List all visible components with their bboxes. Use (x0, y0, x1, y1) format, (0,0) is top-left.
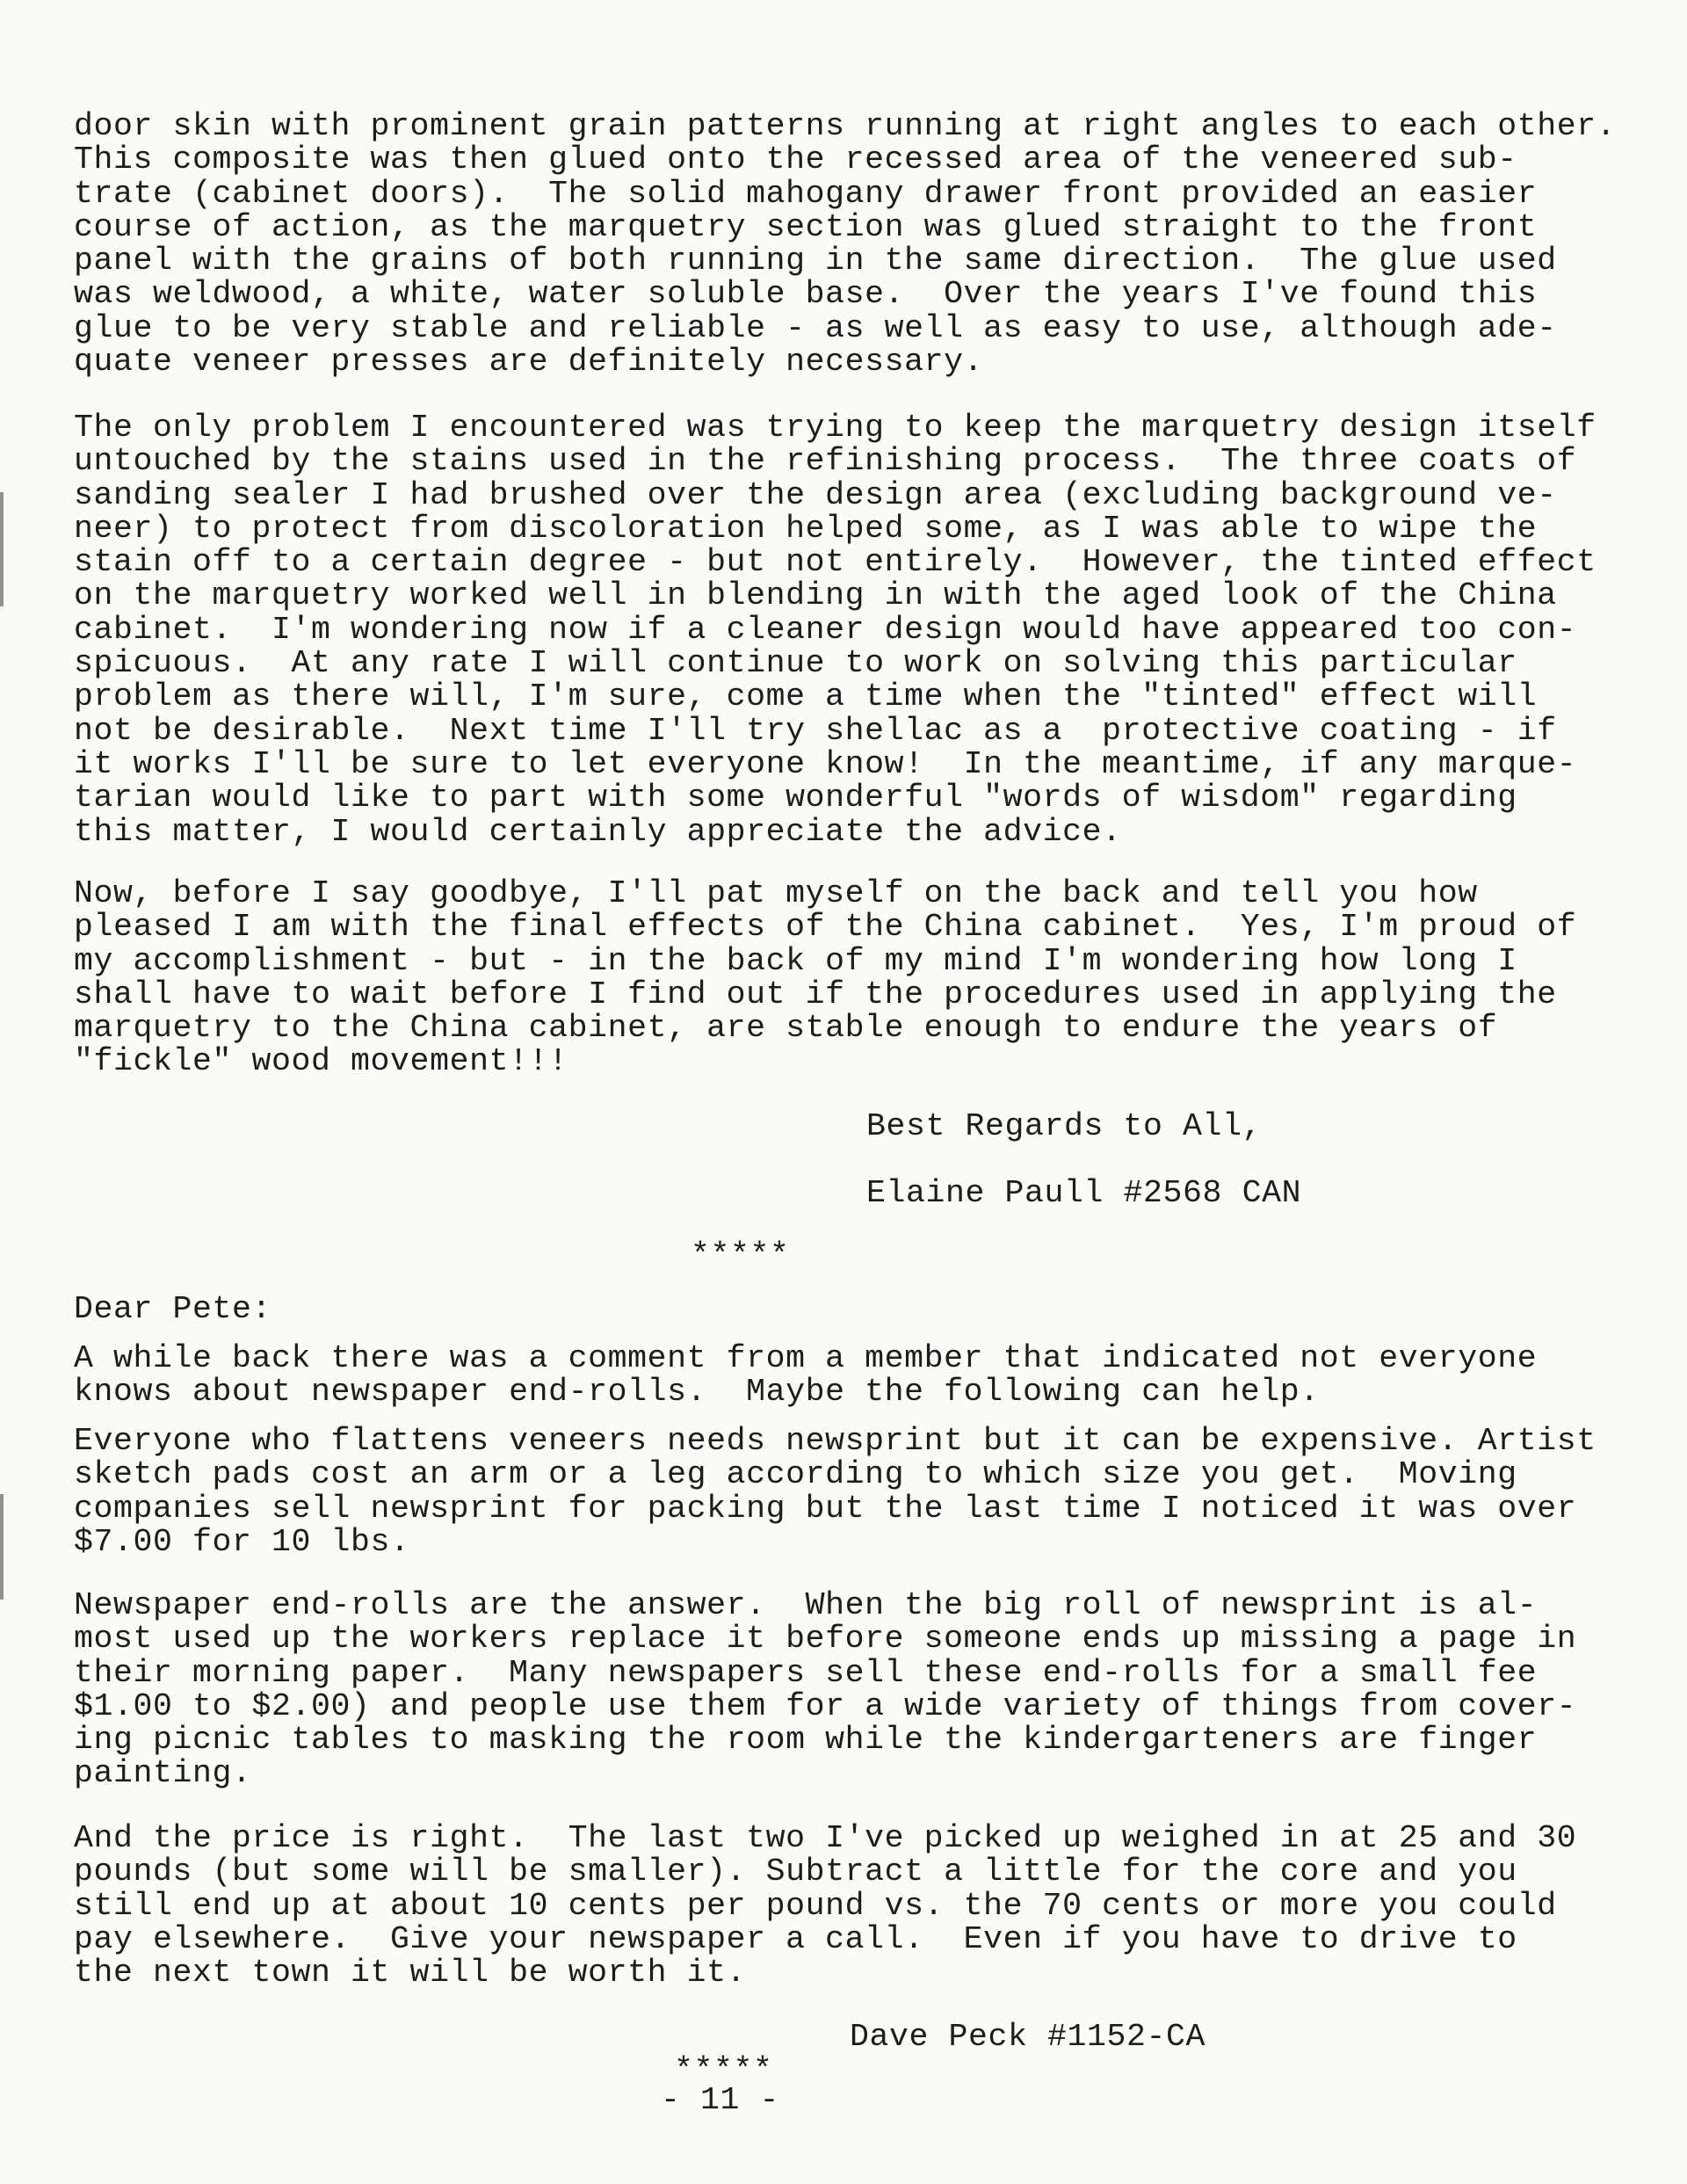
page-number: - 11 - (661, 2082, 780, 2118)
elaine-signature: Elaine Paull #2568 CAN (866, 1175, 1302, 1211)
dave-salutation: Dear Pete: (74, 1291, 272, 1327)
text-line: untouched by the stains used in the refinishing process. The three coats of (74, 443, 1577, 480)
elaine-paragraph-2 (74, 411, 1647, 849)
text-line: Newspaper end-rolls are the answer. When the big roll of newsprint is al- (74, 1587, 1538, 1623)
section-separator: ***** (691, 1237, 790, 1273)
text-line: The only problem I encountered was trying to keep the marquetry design itself (74, 410, 1596, 446)
text-line: pleased I am with the final effects of the China cabinet. Yes, I'm proud of (74, 909, 1577, 946)
text-line: on the marquetry worked well in blending in with the aged look of the China (74, 577, 1557, 614)
text-line: still end up at about 10 cents per pound vs. the 70 cents or more you could (74, 1887, 1557, 1924)
text-line: pay elsewhere. Give your newspaper a call. Even if you have to drive to (74, 1920, 1517, 1957)
text-line: $1.00 to $2.00) and people use them for a wide variety of things from cover- (74, 1687, 1577, 1724)
text-line: door skin with prominent grain patterns running at right angles to each other. (74, 108, 1617, 144)
elaine-paragraph-1 (74, 110, 1647, 379)
text-line: their morning paper. Many newspapers sell these end-rolls for a small fee (74, 1654, 1538, 1691)
text-line: quate veneer presses are definitely necessary. (74, 344, 984, 381)
section-separator: ***** (674, 2052, 773, 2088)
text-line: course of action, as the marquetry section was glued straight to the front (74, 208, 1538, 245)
text-line: shall have to wait before I find out if the procedures used in applying the (74, 976, 1557, 1012)
text-line: this matter, I would certainly appreciate the advice. (74, 813, 1122, 850)
text-line: ing picnic tables to masking the room while the kindergarteners are finger (74, 1722, 1538, 1759)
text-line: it works I'll be sure to let everyone know! In the meantime, if any marque- (74, 745, 1577, 782)
text-line: A while back there was a comment from a member that indicated not everyone (74, 1340, 1538, 1376)
text-line: the next town it will be worth it. (74, 1955, 747, 1992)
text-line: marquetry to the China cabinet, are stable enough to endure the years of (74, 1010, 1498, 1047)
text-line: And the price is right. The last two I've picked up weighed in at 25 and 30 (74, 1820, 1577, 1856)
text-line: cabinet. I'm wondering now if a cleaner design would have appeared too con- (74, 611, 1577, 648)
elaine-closing: Best Regards to All, (866, 1108, 1263, 1144)
text-line: Now, before I say goodbye, I'll pat myself on the back and tell you how (74, 875, 1478, 911)
text-line: painting. (74, 1755, 252, 1792)
text-line: spicuous. At any rate I will continue to work on solving this particular (74, 645, 1517, 682)
dave-paragraph-3 (74, 1589, 1647, 1791)
text-line: my accomplishment - but - in the back of my mind I'm wondering how long I (74, 942, 1517, 979)
text-line: neer) to protect from discoloration helped some, as I was able to wipe the (74, 510, 1538, 547)
text-line: most used up the workers replace it before someone ends up missing a page in (74, 1621, 1577, 1658)
text-line: $7.00 for 10 lbs. (74, 1523, 410, 1560)
text-line: companies sell newsprint for packing but the last time I noticed it was over (74, 1490, 1577, 1527)
text-line: tarian would like to part with some wonderful "words of wisdom" regarding (74, 780, 1517, 816)
binding-mark (0, 1494, 4, 1600)
dave-paragraph-4 (74, 1822, 1647, 1990)
text-line: This composite was then glued onto the recessed area of the veneered sub- (74, 141, 1517, 178)
text-line: pounds (but some will be smaller). Subtract a little for the core and you (74, 1854, 1517, 1890)
text-line: sanding sealer I had brushed over the design area (excluding background ve- (74, 476, 1557, 513)
text-line: panel with the grains of both running in the same direction. The glue used (74, 243, 1557, 279)
text-line: Everyone who flattens veneers needs newsprint but it can be expensive. Artist (74, 1423, 1596, 1459)
text-line: sketch pads cost an arm or a leg according to which size you get. Moving (74, 1456, 1517, 1493)
dave-paragraph-2 (74, 1425, 1647, 1559)
dave-signature: Dave Peck #1152-CA (850, 2019, 1206, 2055)
text-line: glue to be very stable and reliable - as well as easy to use, although ade- (74, 309, 1557, 346)
binding-mark (0, 492, 4, 606)
dave-paragraph-1 (74, 1342, 1647, 1410)
text-line: not be desirable. Next time I'll try shellac as a protective coating - if (74, 712, 1557, 749)
text-line: was weldwood, a white, water soluble base. Over the years I've found this (74, 276, 1538, 313)
text-line: problem as there will, I'm sure, come a time when the "tinted" effect will (74, 678, 1538, 715)
text-line: trate (cabinet doors). The solid mahogany drawer front provided an easier (74, 175, 1538, 212)
text-line: stain off to a certain degree - but not entirely. However, the tinted effect (74, 544, 1596, 581)
text-line: "fickle" wood movement!!! (74, 1043, 568, 1080)
text-line: knows about newspaper end-rolls. Maybe the following can help. (74, 1374, 1320, 1411)
elaine-paragraph-3 (74, 877, 1647, 1079)
